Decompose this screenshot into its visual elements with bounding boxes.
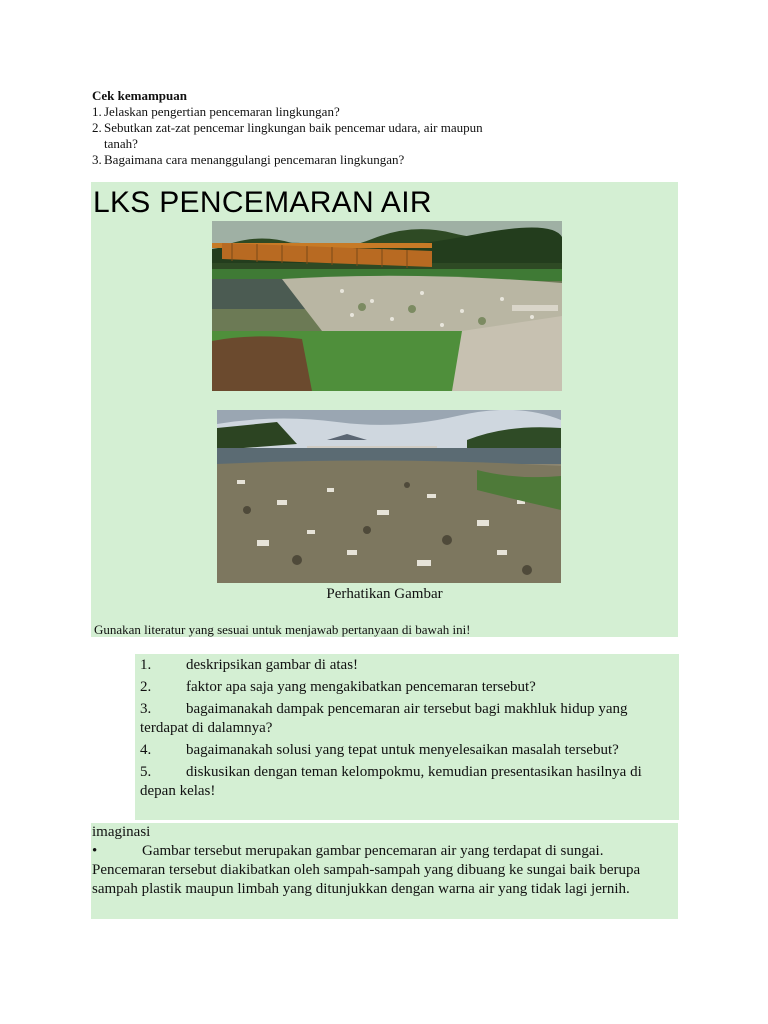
cek-kemampuan-list [92,104,512,168]
cek-item-number: 2. [92,120,102,135]
question-item [140,656,675,675]
lks-title: LKS PENCEMARAN AIR [93,186,432,219]
cek-kemampuan-section [92,88,512,168]
cek-item-text: Sebutkan zat-zat pencemar lingkungan baik pencemar udara, air maupun tanah? [104,120,483,151]
question-text: faktor apa saja yang mengakibatkan pencemaran tersebut? [186,679,536,695]
cek-kemampuan-title: Cek kemampuan [92,88,187,103]
question-item [140,741,675,760]
question-list [135,656,679,801]
photo-polluted-river-bridge [212,221,562,391]
cek-item-text: Jelaskan pengertian pencemaran lingkungan? [104,104,340,119]
question-text: deskripsikan gambar di atas! [186,657,359,673]
bullet-icon: • [92,843,98,859]
question-item [140,700,675,738]
question-item [140,678,675,697]
question-text: bagaimanakah dampak pencemaran air tersebut bagi makhluk hidup yang terdapat di dalamnya? [140,701,628,736]
lks-panel [91,182,678,637]
cek-item [92,120,512,152]
cek-item-text: Bagaimana cara menanggulangi pencemaran lingkungan? [104,152,405,167]
question-number: 3. [140,701,152,717]
cek-item-number: 3. [92,152,102,167]
question-number: 1. [140,657,152,673]
question-number: 2. [140,679,152,695]
questions-box [135,654,679,820]
image-caption: Perhatikan Gambar [326,586,443,602]
cek-item-number: 1. [92,104,102,119]
question-text: diskusikan dengan teman kelompokmu, kemudian presentasikan hasilnya di depan kelas! [140,764,642,799]
imaginasi-box [91,823,678,919]
question-item [140,763,675,801]
cek-item [92,152,512,168]
imaginasi-bullet-item [91,842,678,899]
photo-trash-filled-river [217,410,561,583]
instruction-text: Gunakan literatur yang sesuai untuk menjawab pertanyaan di bawah ini! [94,622,471,637]
imaginasi-label: imaginasi [92,824,151,840]
question-number: 5. [140,764,152,780]
question-text: bagaimanakah solusi yang tepat untuk menyelesaikan masalah tersebut? [186,742,619,758]
question-number: 4. [140,742,152,758]
cek-item [92,104,512,120]
imaginasi-text: Gambar tersebut merupakan gambar pencemaran air yang terdapat di sungai. Pencemaran tersebut diakibatkan oleh sampah-sampah yang dibuang ke sungai baik berupa sampah plastik maupun limbah yang ditunjukkan dengan warna air yang tidak lagi jernih. [92,843,641,897]
